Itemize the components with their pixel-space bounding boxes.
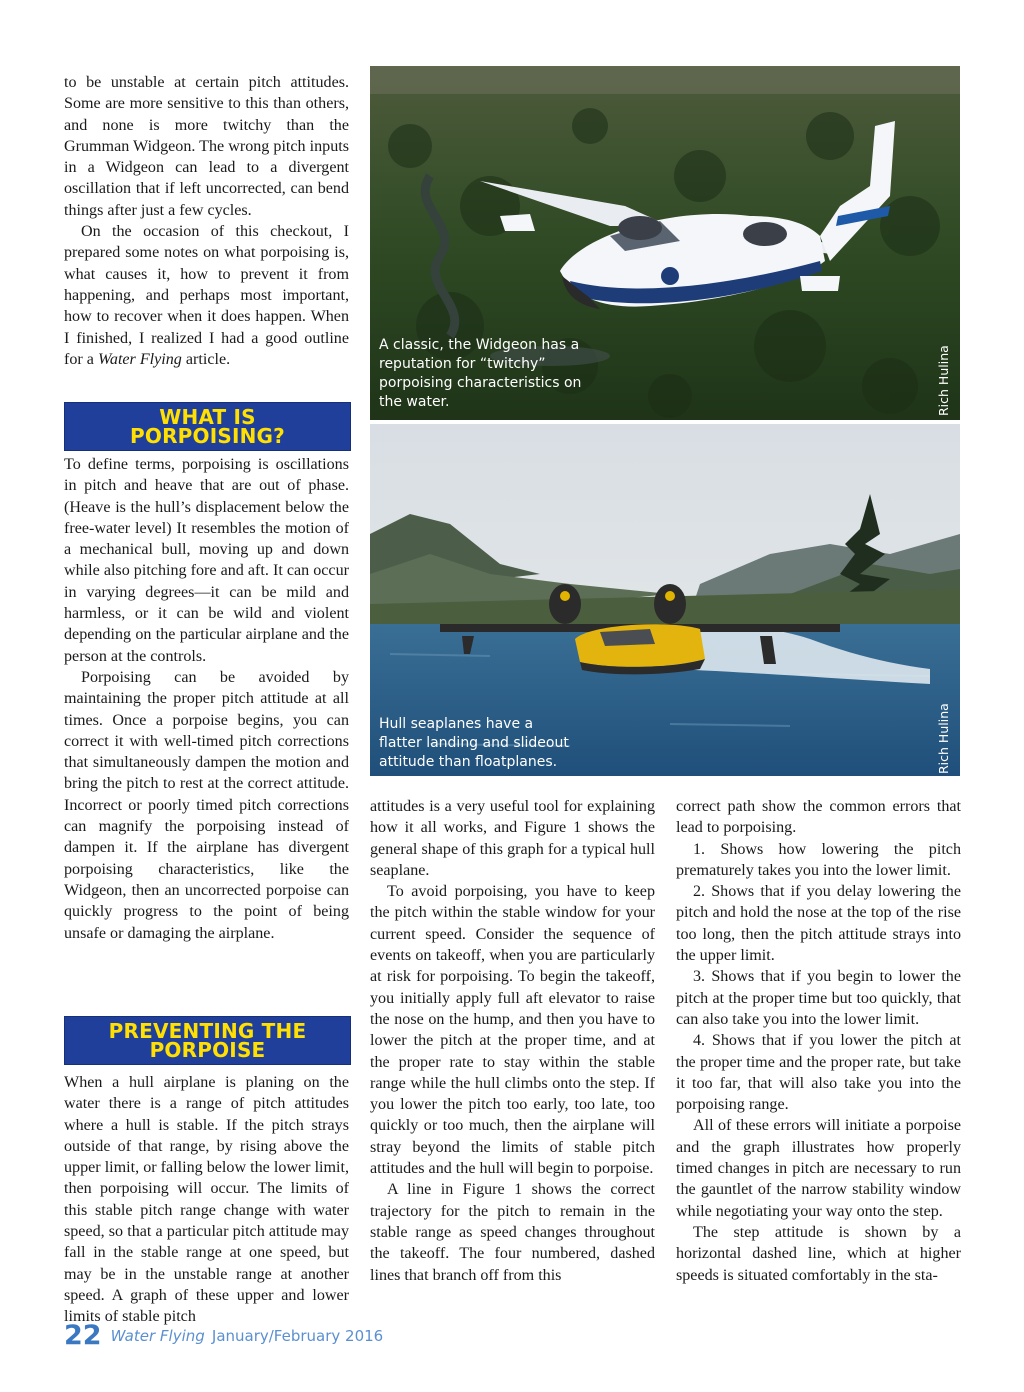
column-3 (676, 796, 961, 1286)
paragraph-define: To define terms, porpoising is oscillations in pitch and heave that are out of phase. (Heave is the hull’s displacement below the free-water level) It resembles the motion of a mechanical bull, moving up and down while also pitching fore and aft. It can occur in varying degrees—it can be mild and harmless, or it can be wild and violent depending on the particular airplane and the person at the controls. (64, 456, 349, 665)
heading-line-1: PREVENTING THE (108, 1019, 307, 1043)
footer-magazine: Water Flying (110, 1326, 205, 1345)
photo-1-caption: A classic, the Widgeon has a reputation for “twitchy” porpoising characteristics on the water. (379, 337, 582, 410)
paragraph-graph: attitudes is a very useful tool for explaining how it all works, and Figure 1 shows the general shape of this graph for a typical hull seaplane. (370, 798, 655, 879)
paragraph-checkout-text: On the occasion of this checkout, I prepared some notes on what porpoising is, what causes it, how to prevent it from happening, and perhaps most important, how to recover when it does happen. When I finished, I realized I had a good outline for a (64, 223, 349, 368)
paragraph-planing: When a hull airplane is planing on the water there is a range of pitch attitudes where a hull is stable. If the pitch strays outside of that range, by rising above the upper limit, or falling below the lower limit, then porpoising will occur. The limits of this stable pitch range change with water speed, so that a particular pitch attitude may fall in the stable range at one speed, but may be in the unstable range at another speed. A graph of these upper and lower limits of stable pitch (64, 1074, 349, 1326)
column-1-middle (64, 454, 349, 944)
paragraph-checkout-end: article. (181, 350, 231, 368)
photo-widgeon-on-water (370, 424, 960, 776)
page-number: 22 (64, 1320, 102, 1351)
paragraph-gauntlet: All of these errors will initiate a porpoise and the graph illustrates how properly timed changes in pitch are necessary to run the gauntlet of the narrow stability window while negotiating your way onto the step. (676, 1117, 961, 1220)
list-item-3: 3. Shows that if you begin to lower the pitch at the proper time but too quickly, that can also take you into the lower limit. (676, 968, 961, 1028)
paragraph-step-attitude: The step attitude is shown by a horizontal dashed line, which at higher speeds is situated comfortably in the sta- (676, 1223, 961, 1284)
photo-2-caption: Hull seaplanes have a flatter landing and slideout attitude than floatplanes. (379, 716, 569, 770)
magazine-title-italic: Water Flying (97, 350, 182, 368)
photo-widgeon-in-flight (370, 66, 960, 420)
heading-preventing-the-porpoise (64, 1016, 351, 1065)
heading-line-1: WHAT IS (159, 405, 256, 429)
heading-line-2: PORPOISE (149, 1038, 266, 1062)
footer-issue: January/February 2016 (211, 1326, 384, 1345)
paragraph-errors: correct path show the common errors that lead to porpoising. (676, 798, 961, 837)
photo-2-credit: Rich Hulina (936, 703, 951, 774)
column-1-top (64, 72, 349, 370)
list-item-4: 4. Shows that if you lower the pitch at the proper time and the proper rate, but take it too far, that will also take you into the porpoising range. (676, 1032, 961, 1114)
heading-line-2: PORPOISING? (130, 424, 285, 448)
paragraph-stable-window: To avoid porpoising, you have to keep the pitch within the stable window for your current speed. Consider the sequence of events on takeoff, when you are particularly at risk for porpoising. To begin the takeoff, you initially apply full aft elevator to raise the nose on the hump, and then you have to lower the pitch at the proper time, and at the proper rate to stay within the stable range while the hull climbs onto the step. If you lower the pitch too early, too late, too quickly or too much, then the airplane will stray beyond the limits of stable pitch attitudes and the hull will begin to porpoise. (370, 883, 655, 1178)
column-2 (370, 796, 655, 1286)
list-item-2: 2. Shows that if you delay lowering the pitch and hold the nose at the top of the rise too long, then the pitch attitude strays into the upper limit. (676, 883, 961, 965)
column-1-bottom (64, 1072, 349, 1328)
paragraph-checkout (64, 221, 349, 370)
heading-what-is-porpoising (64, 402, 351, 451)
paragraph-trajectory: A line in Figure 1 shows the correct trajectory for the pitch to remain in the stable range as speed changes throughout the takeoff. The four numbered, dashed lines that branch off from this (370, 1181, 655, 1284)
page-footer (64, 1320, 383, 1351)
paragraph-avoid: Porpoising can be avoided by maintaining the proper pitch attitude at all times. Once a porpoise begins, you can correct it with well-timed pitch corrections that simultaneously dampen the motion and bring the pitch to rest at the correct attitude. Incorrect or poorly timed pitch corrections can magnify the porpoising instead of dampen it. If the airplane has divergent porpoising characteristics, like the Widgeon, then an uncorrected porpoise can quickly progress to the point of being unsafe or damaging the airplane. (64, 668, 349, 942)
list-item-1: 1. Shows how lowering the pitch prematurely takes you into the lower limit. (676, 840, 961, 879)
paragraph-intro: to be unstable at certain pitch attitudes. Some are more sensitive to this than others, and none is more twitchy than the Grumman Widgeon. The wrong pitch inputs in a Widgeon can lead to a divergent oscillation that if left uncorrected, can bend things after just a few cycles. (64, 74, 349, 219)
photo-1-credit: Rich Hulina (936, 345, 951, 416)
